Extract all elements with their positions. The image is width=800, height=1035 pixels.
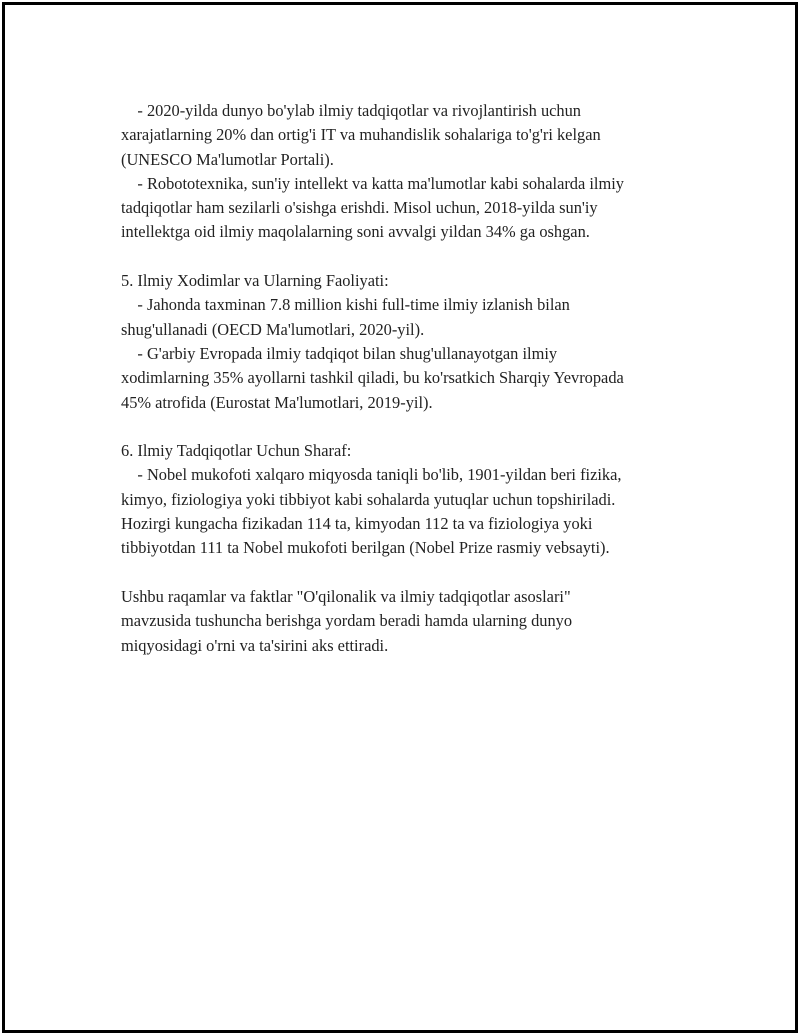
- text-line: - Jahonda taxminan 7.8 million kishi full-time ilmiy izlanish bilan: [121, 295, 570, 315]
- text-line: shug'ullanadi (OECD Ma'lumotlari, 2020-yil).: [121, 319, 425, 339]
- conclusion-line: miqyosidagi o'rni va ta'sirini aks ettiradi.: [121, 635, 389, 655]
- text-line: kimyo, fiziologiya yoki tibbiyot kabi sohalarda yutuqlar uchun topshiriladi.: [121, 489, 616, 509]
- text-line: - 2020-yilda dunyo bo'ylab ilmiy tadqiqotlar va rivojlantirish uchun: [121, 101, 581, 120]
- section-heading: 5. Ilmiy Xodimlar va Ularning Faoliyati:: [121, 271, 389, 291]
- text-line: intellektga oid ilmiy maqolalarning soni avvalgi yildan 34% ga oshgan.: [121, 222, 590, 242]
- text-line: - Robototexnika, sun'iy intellekt va katta ma'lumotlar kabi sohalarda ilmiy: [121, 173, 624, 193]
- text-line: tibbiyotdan 111 ta Nobel mukofoti berilgan (Nobel Prize rasmiy vebsayti).: [121, 538, 610, 558]
- document-body: [121, 99, 721, 658]
- text-line: xarajatlarning 20% dan ortig'i IT va muhandislik sohalariga to'g'ri kelgan: [121, 125, 601, 145]
- text-line: 45% atrofida (Eurostat Ma'lumotlari, 2019-yil).: [121, 392, 433, 412]
- paragraph-gap: [121, 561, 721, 585]
- text-line: xodimlarning 35% ayollarni tashkil qiladi, bu ko'rsatkich Sharqiy Yevropada: [121, 368, 624, 388]
- conclusion-line: mavzusida tushuncha berishga yordam beradi hamda ularning dunyo: [121, 611, 573, 631]
- text-line: (UNESCO Ma'lumotlar Portali).: [121, 149, 334, 169]
- conclusion-line: Ushbu raqamlar va faktlar "O'qilonalik va ilmiy tadqiqotlar asoslari": [121, 586, 571, 606]
- text-line: - Nobel mukofoti xalqaro miqyosda taniqli bo'lib, 1901-yildan beri fizika,: [121, 465, 622, 485]
- paragraph-gap: [121, 245, 721, 269]
- text-line: tadqiqotlar ham sezilarli o'sishga erishdi. Misol uchun, 2018-yilda sun'iy: [121, 198, 598, 218]
- text-line: Hozirgi kungacha fizikadan 114 ta, kimyodan 112 ta va fiziologiya yoki: [121, 514, 593, 534]
- page-frame: [2, 2, 798, 1033]
- paragraph-gap: [121, 415, 721, 439]
- text-line: - G'arbiy Evropada ilmiy tadqiqot bilan shug'ullanayotgan ilmiy: [121, 343, 558, 363]
- section-heading: 6. Ilmiy Tadqiqotlar Uchun Sharaf:: [121, 441, 352, 461]
